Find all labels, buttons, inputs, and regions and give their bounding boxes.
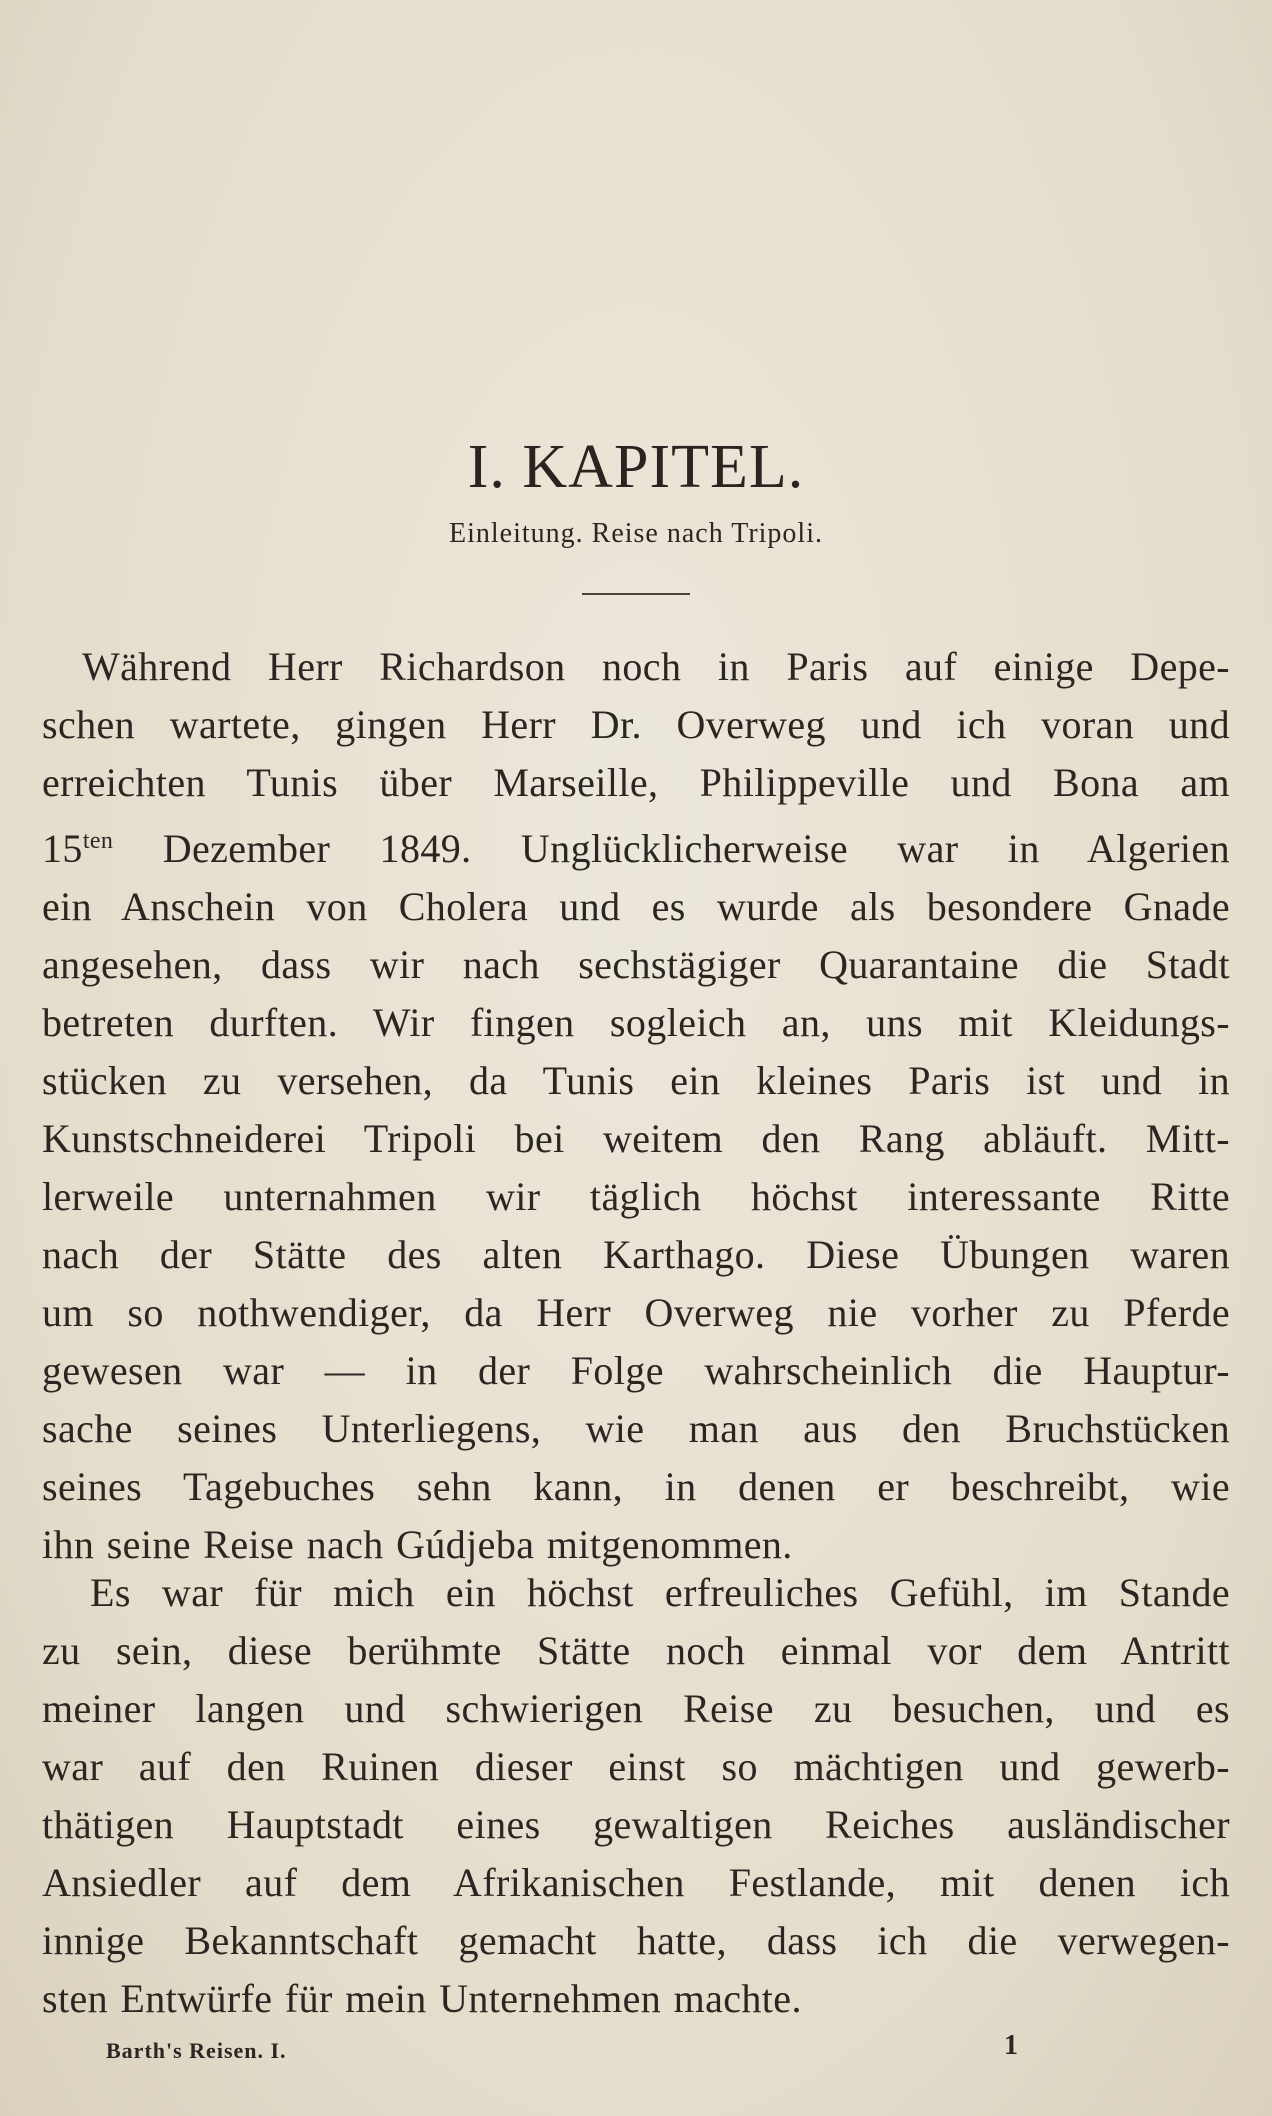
paragraph-2 <box>42 1564 1230 2028</box>
paragraph-2-line: innige Bekanntschaft gemacht hatte, dass ich die verwegen- <box>42 1918 1230 1963</box>
paragraph-1-line: seines Tagebuches sehn kann, in denen er beschreibt, wie <box>42 1464 1230 1509</box>
paragraph-2-line: meiner langen und schwierigen Reise zu besuchen, und es <box>42 1686 1230 1731</box>
paragraph-1-line: um so nothwendiger, da Herr Overweg nie vorher zu Pferde <box>42 1290 1230 1335</box>
signature-mark: Barth's Reisen. I. <box>106 2038 287 2063</box>
paragraph-1-line: stücken zu versehen, da Tunis ein kleines Paris ist und in <box>42 1058 1230 1103</box>
paragraph-1-line: gewesen war — in der Folge wahrscheinlich die Hauptur- <box>42 1348 1230 1393</box>
paragraph-2-line: Es war für mich ein höchst erfreuliches Gefühl, im Stande <box>90 1570 1230 1615</box>
paragraph-1-line: schen wartete, gingen Herr Dr. Overweg und ich voran und <box>42 702 1230 747</box>
paragraph-1-line: lerweile unternahmen wir täglich höchst interessante Ritte <box>42 1174 1230 1219</box>
paragraph-1-line: ihn seine Reise nach Gúdjeba mitgenommen. <box>42 1522 793 1567</box>
paragraph-1-line: $15^{ten}$ Dezember 1849. Unglücklicherweise war in Algerien <box>42 826 1230 871</box>
paragraph-2-line: Ansiedler auf dem Afrikanischen Festlande, mit denen ich <box>42 1860 1230 1905</box>
paragraph-1-line: betreten durften. Wir fingen sogleich an, uns mit Kleidungs- <box>42 1000 1230 1045</box>
paragraph-1 <box>42 638 1230 1574</box>
paragraph-2-line: zu sein, diese berühmte Stätte noch einmal vor dem Antritt <box>42 1628 1230 1673</box>
paragraph-2-line: sten Entwürfe für mein Unternehmen machte. <box>42 1976 802 2021</box>
paragraph-1-line: nach der Stätte des alten Karthago. Diese Übungen waren <box>42 1232 1230 1277</box>
paragraph-1-line: erreichten Tunis über Marseille, Philippeville und Bona am <box>42 760 1230 805</box>
date-ordinal-suffix: ten <box>82 828 114 854</box>
paragraph-2-line: war auf den Ruinen dieser einst so mächtigen und gewerb- <box>42 1744 1230 1789</box>
page-number: 1 <box>1004 2030 1018 2061</box>
chapter-title: I. KAPITEL. <box>467 433 805 501</box>
paragraph-1-line: ein Anschein von Cholera und es wurde als besondere Gnade <box>42 884 1230 929</box>
paragraph-1-line: sache seines Unterliegens, wie man aus den Bruchstücken <box>42 1406 1230 1451</box>
paragraph-1-line: Während Herr Richardson noch in Paris auf einige Depe- <box>82 644 1230 689</box>
paragraph-2-line: thätigen Hauptstadt eines gewaltigen Reiches ausländischer <box>42 1802 1230 1847</box>
paragraph-1-line: angesehen, dass wir nach sechstägiger Quarantaine die Stadt <box>42 942 1230 987</box>
chapter-subtitle: Einleitung. Reise nach Tripoli. <box>449 518 823 549</box>
title-divider <box>582 593 690 595</box>
paragraph-1-line: Kunstschneiderei Tripoli bei weitem den Rang abläuft. Mitt- <box>42 1116 1230 1161</box>
date-number: 15 <box>42 826 83 871</box>
